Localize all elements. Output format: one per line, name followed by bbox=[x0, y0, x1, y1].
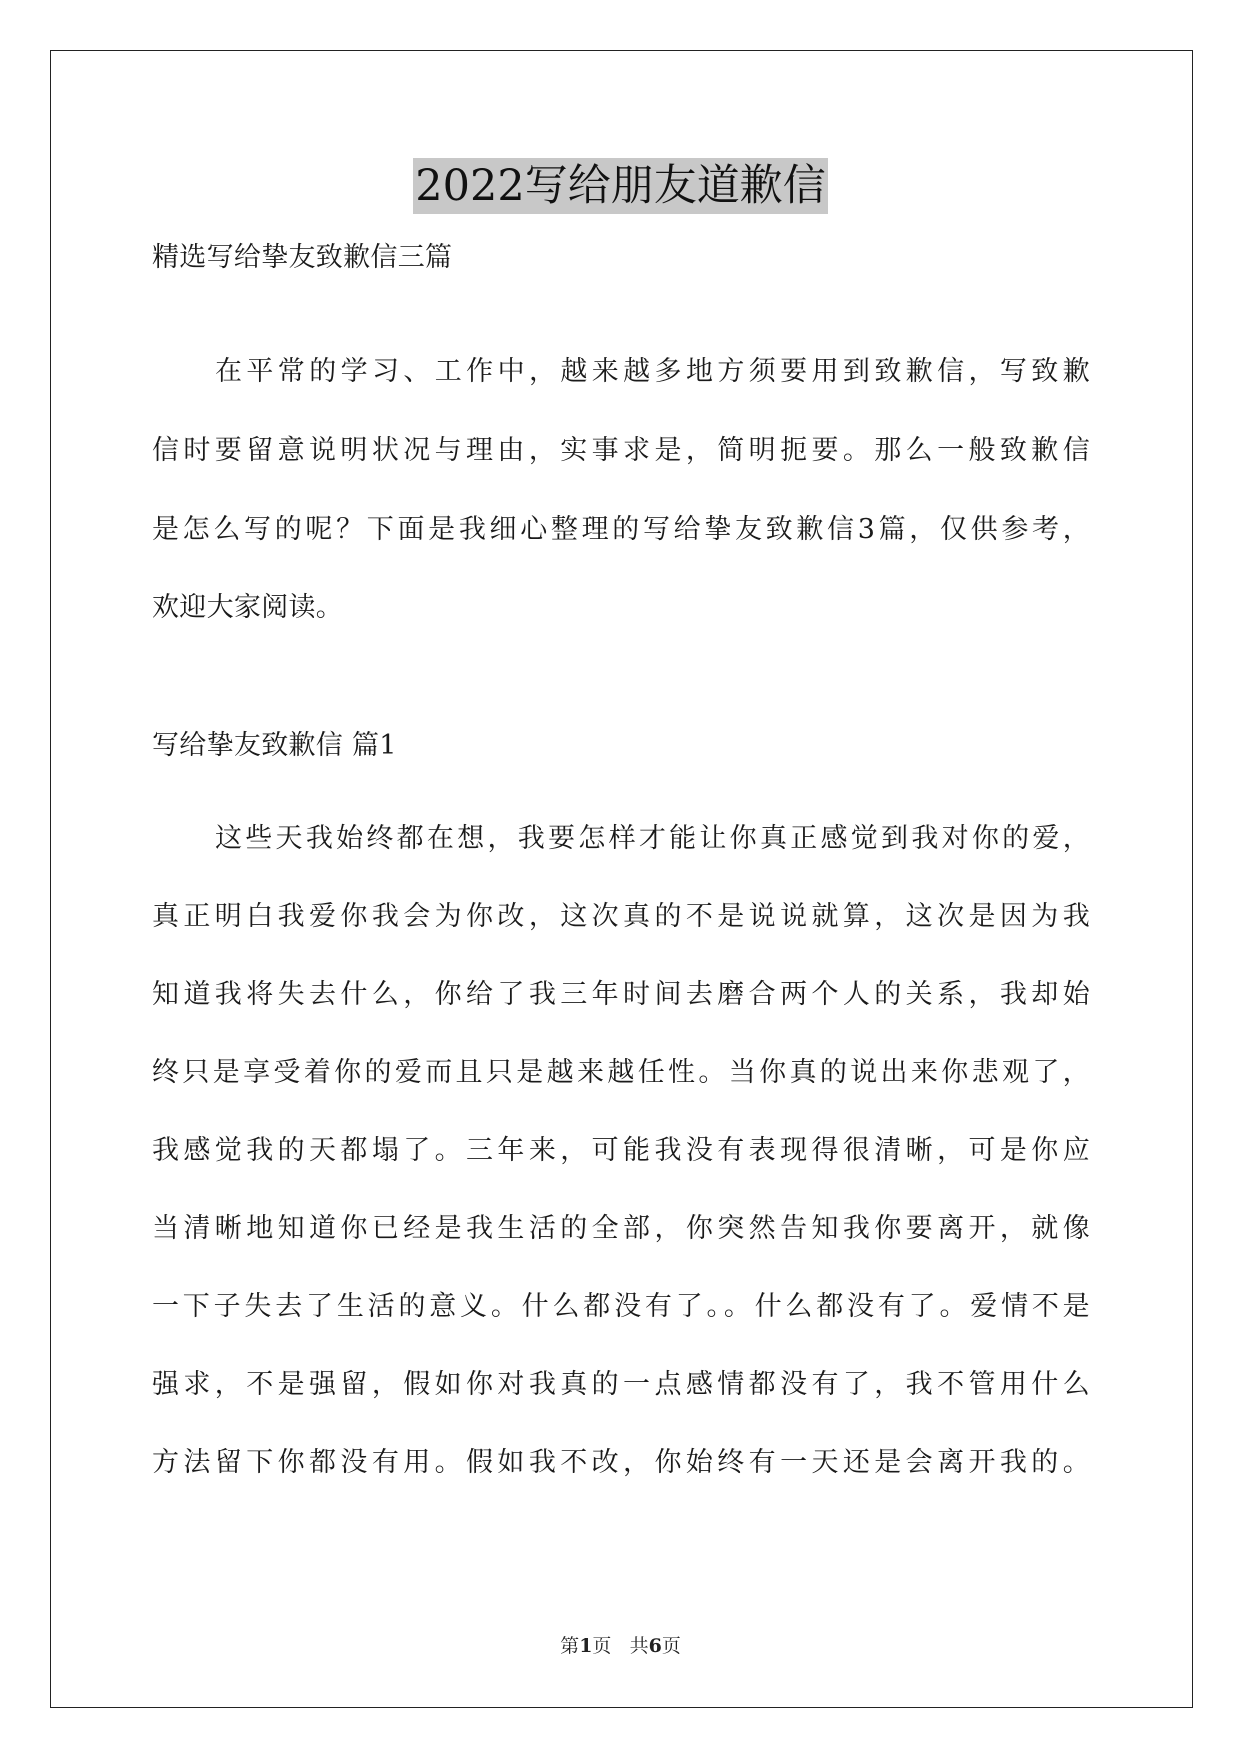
page-prefix: 第 bbox=[560, 1635, 580, 1657]
total-prefix: 共 bbox=[629, 1635, 649, 1657]
total-suffix: 页 bbox=[661, 1635, 681, 1657]
body-line: 知道我将失去什么，你给了我三年时间去磨合两个人的关系，我却始 bbox=[152, 979, 1090, 1010]
body-line: 方法留下你都没有用。假如我不改，你始终有一天还是会离开我的。 bbox=[152, 1447, 1090, 1478]
title-container bbox=[0, 158, 1241, 214]
intro-line: 在平常的学习、工作中，越来越多地方须要用到致歉信，写致歉 bbox=[215, 356, 1090, 387]
intro-line: 欢迎大家阅读。 bbox=[152, 592, 344, 623]
intro-line: 信时要留意说明状况与理由，实事求是，简明扼要。那么一般致歉信 bbox=[152, 435, 1090, 466]
subtitle: 精选写给挚友致歉信三篇 bbox=[152, 242, 453, 273]
body-line: 一下子失去了生活的意义。什么都没有了。。什么都没有了。爱情不是 bbox=[152, 1291, 1090, 1322]
total-pages: 6 bbox=[648, 1635, 662, 1657]
document-title: 2022写给朋友道歉信 bbox=[413, 158, 827, 214]
body-line: 我感觉我的天都塌了。三年来，可能我没有表现得很清晰，可是你应 bbox=[152, 1135, 1090, 1166]
body-line: 当清晰地知道你已经是我生活的全部，你突然告知我你要离开，就像 bbox=[152, 1213, 1090, 1244]
body-line: 真正明白我爱你我会为你改，这次真的不是说说就算，这次是因为我 bbox=[152, 901, 1090, 932]
intro-line: 是怎么写的呢？下面是我细心整理的写给挚友致歉信3篇，仅供参考， bbox=[152, 514, 1090, 545]
section-heading: 写给挚友致歉信 篇1 bbox=[152, 730, 397, 761]
page-suffix: 页 bbox=[592, 1635, 612, 1657]
body-line: 终只是享受着你的爱而且只是越来越任性。当你真的说出来你悲观了， bbox=[152, 1057, 1090, 1088]
page-number: 1 bbox=[579, 1635, 593, 1657]
page-footer bbox=[0, 1634, 1241, 1658]
body-line: 这些天我始终都在想，我要怎样才能让你真正感觉到我对你的爱， bbox=[215, 823, 1090, 854]
body-line: 强求，不是强留，假如你对我真的一点感情都没有了，我不管用什么 bbox=[152, 1369, 1090, 1400]
